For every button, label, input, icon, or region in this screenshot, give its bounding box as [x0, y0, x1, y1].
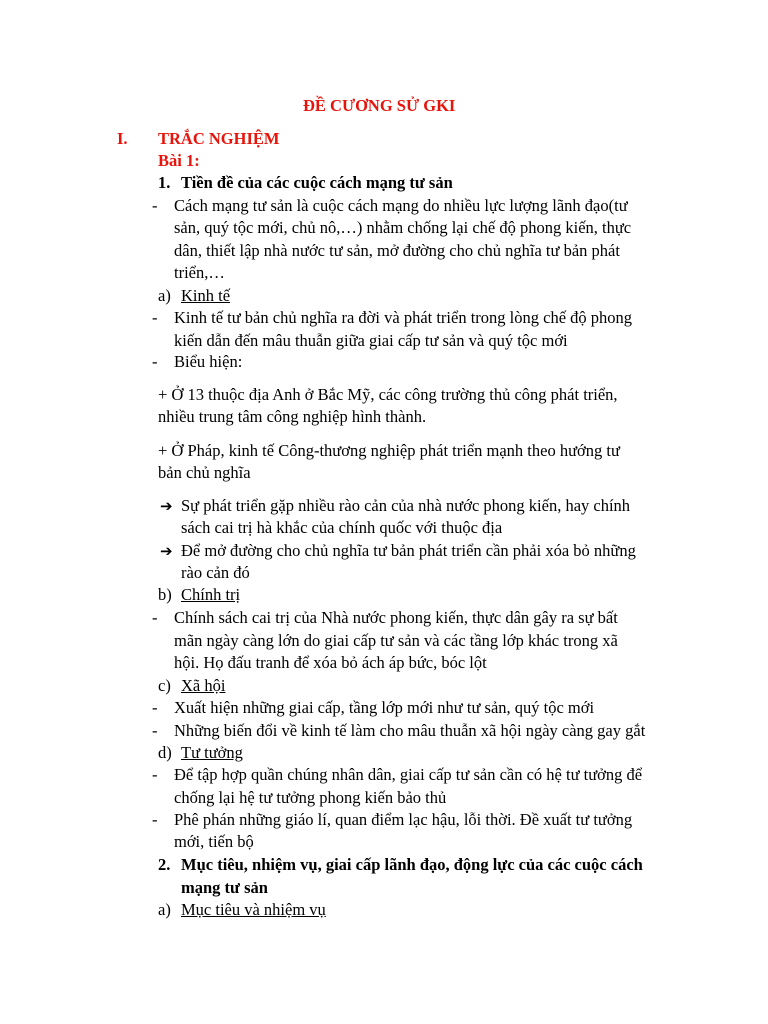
society-line-2: Những biến đổi về kinh tế làm cho mâu thuẫn xã hội ngày càng gay gắt [174, 721, 646, 740]
bullet-dash: - [152, 608, 158, 627]
bullet-dash: - [152, 352, 158, 371]
subheading-d-label: Tư tưởng [181, 743, 243, 762]
economy-line-1: Kinh tế tư bản chủ nghĩa ra đời và phát triển trong lòng chế độ phong [174, 308, 633, 327]
subheading-a-letter: a) [158, 286, 171, 305]
plus-item-2-line-1: + Ở Pháp, kinh tế Công-thương nghiệp phát triển mạnh theo hướng tư [158, 441, 620, 460]
ideology-line-3: Phê phán những giáo lí, quan điểm lạc hậu, lỗi thời. Đề xuất tư tưởng [174, 810, 633, 829]
bullet-dash: - [152, 196, 158, 215]
arrow-item-2-line-1: Để mở đường cho chủ nghĩa tư bản phát triển cần phải xóa bỏ những [181, 541, 636, 560]
heading-2-number: 2. [158, 855, 171, 874]
intro-line-2: sản, quý tộc mới, chủ nô,…) nhằm chống lại chế độ phong kiến, thực [174, 218, 632, 237]
subheading-c-label: Xã hội [181, 676, 226, 695]
heading-1-number: 1. [158, 173, 171, 192]
section-title: TRẮC NGHIỆM [158, 129, 280, 148]
politics-line-1: Chính sách cai trị của Nhà nước phong kiến, thực dân gây ra sự bất [174, 608, 618, 627]
heading-1-text: Tiền đề của các cuộc cách mạng tư sản [181, 173, 453, 192]
arrow-item-1-line-1: Sự phát triển gặp nhiều rào cản của nhà nước phong kiến, hay chính [181, 496, 631, 515]
arrow-item-1-line-2: sách cai trị hà khắc của chính quốc với thuộc địa [181, 518, 503, 537]
section-number: I. [117, 129, 128, 148]
arrow-right-icon: ➔ [160, 542, 173, 560]
subheading-a2-letter: a) [158, 900, 171, 919]
arrow-right-icon: ➔ [160, 497, 173, 515]
plus-item-1-line-2: nhiều trung tâm công nghiệp hình thành. [158, 407, 427, 426]
document-title: ĐỀ CƯƠNG SỬ GKI [303, 96, 456, 115]
subheading-c-letter: c) [158, 676, 171, 695]
lesson-label: Bài 1: [158, 151, 200, 170]
subheading-b-letter: b) [158, 585, 172, 604]
plus-item-2-line-2: bản chủ nghĩa [158, 463, 251, 482]
bullet-dash: - [152, 721, 158, 740]
ideology-line-4: mới, tiến bộ [174, 832, 254, 851]
plus-item-1-line-1: + Ở 13 thuộc địa Anh ở Bắc Mỹ, các công trường thủ công phát triển, [158, 385, 618, 404]
heading-2-line-1: Mục tiêu, nhiệm vụ, giai cấp lãnh đạo, động lực của các cuộc cách [181, 855, 643, 874]
subheading-a2-label: Mục tiêu và nhiệm vụ [181, 900, 326, 919]
politics-line-2: mãn ngày càng lớn do giai cấp tư sản và các tầng lớp khác trong xã [174, 631, 618, 650]
ideology-line-1: Để tập hợp quần chúng nhân dân, giai cấp tư sản cần có hệ tư tưởng để [174, 765, 643, 784]
subheading-b-label: Chính trị [181, 585, 241, 604]
politics-line-3: hội. Họ đấu tranh để xóa bỏ ách áp bức, bóc lột [174, 653, 487, 672]
society-line-1: Xuất hiện những giai cấp, tầng lớp mới như tư sản, quý tộc mới [174, 698, 595, 717]
bullet-dash: - [152, 698, 158, 717]
arrow-item-2-line-2: rào cản đó [181, 563, 250, 582]
subheading-a-label: Kinh tế [181, 286, 231, 305]
intro-line-1: Cách mạng tư sản là cuộc cách mạng do nhiều lực lượng lãnh đạo(tư [174, 196, 628, 215]
bullet-dash: - [152, 810, 158, 829]
intro-line-4: triển,… [174, 263, 225, 282]
bullet-dash: - [152, 308, 158, 327]
bullet-dash: - [152, 765, 158, 784]
economy-line-2: kiến dẫn đến mâu thuẫn giữa giai cấp tư sản và quý tộc mới [174, 331, 568, 350]
manifestation-label: Biểu hiện: [174, 352, 243, 371]
subheading-d-letter: d) [158, 743, 172, 762]
ideology-line-2: chống lại hệ tư tưởng phong kiến bảo thủ [174, 788, 447, 807]
heading-2-line-2: mạng tư sản [181, 878, 268, 897]
intro-line-3: dân, thiết lập nhà nước tư sản, mở đường cho chủ nghĩa tư bản phát [174, 241, 620, 260]
